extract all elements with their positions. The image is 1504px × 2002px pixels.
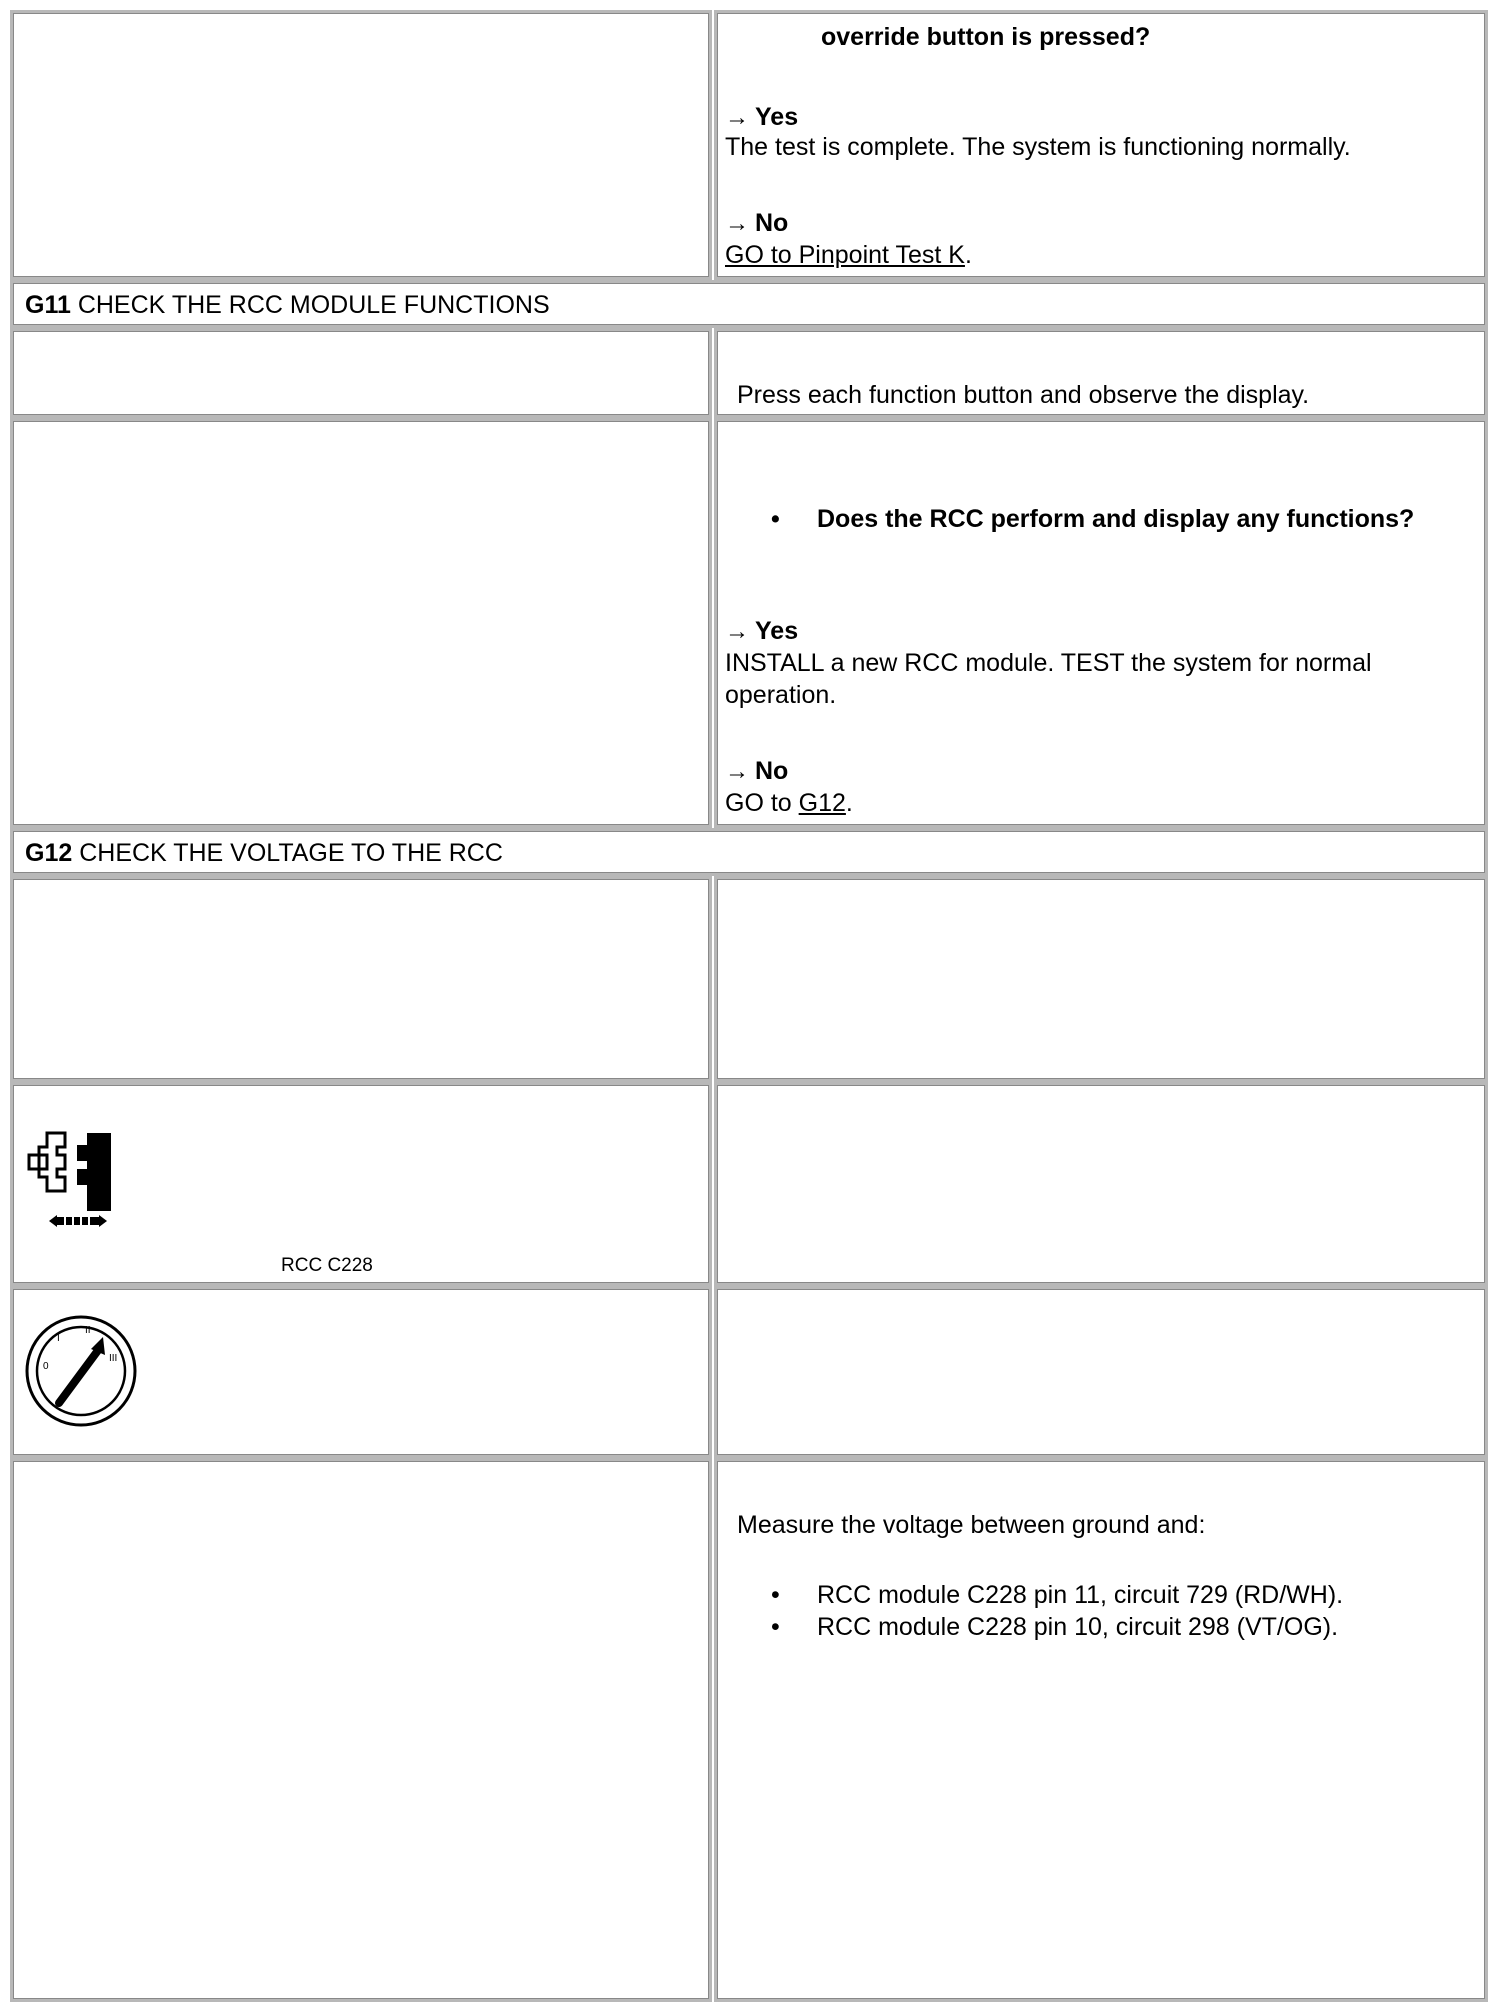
table-cell: [714, 1082, 1488, 1286]
table-cell: [10, 1082, 712, 1286]
arrow-right-icon: →: [725, 618, 749, 645]
yes-action-text: The test is complete. The system is functioning normally.: [725, 133, 1351, 161]
table-cell: [10, 1286, 712, 1458]
step-code: G12: [25, 839, 73, 867]
connector-disconnect-icon: [21, 1125, 131, 1235]
diagnostic-table: [10, 10, 1488, 2002]
arrow-right-icon: →: [725, 104, 749, 131]
svg-text:II: II: [85, 1325, 91, 1336]
ignition-switch-icon: [21, 1311, 141, 1431]
step-title: CHECK THE RCC MODULE FUNCTIONS: [77, 291, 550, 319]
no-action: GO to Pinpoint Test K.: [725, 241, 972, 269]
pinpoint-test-k-link[interactable]: GO to Pinpoint Test K: [725, 241, 965, 269]
yes-action-text: INSTALL a new RCC module. TEST the system for normal operation.: [725, 649, 1372, 709]
question-bullet: • Does the RCC perform and display any functions?: [771, 505, 1415, 533]
table-row: [10, 418, 1488, 828]
instruction-text: Press each function button and observe the display.: [737, 381, 1310, 409]
instruction-text: Measure the voltage between ground and:: [737, 1511, 1206, 1539]
bullet-icon: •: [771, 1613, 780, 1641]
step-heading: [10, 828, 1488, 876]
arrow-right-icon: →: [725, 758, 749, 785]
table-cell: [10, 10, 712, 280]
step-heading-row: [10, 280, 1488, 328]
no-label: No: [755, 209, 789, 237]
table-cell: [714, 1286, 1488, 1458]
no-answer: [725, 207, 788, 240]
list-item: • RCC module C228 pin 10, circuit 298 (VT/OG).: [771, 1613, 1339, 1641]
step-heading-row: [10, 828, 1488, 876]
table-row: [10, 876, 1488, 1082]
no-action: GO to G12.: [725, 789, 853, 817]
step-heading: [10, 280, 1488, 328]
g12-link[interactable]: G12: [798, 789, 846, 817]
table-cell: [714, 1458, 1488, 2002]
table-cell: [714, 10, 1488, 280]
bullet-icon: •: [771, 1581, 780, 1609]
no-answer: [725, 755, 788, 788]
table-row: [10, 10, 1488, 280]
table-cell: [714, 328, 1488, 418]
yes-label: Yes: [755, 617, 799, 645]
svg-text:0: 0: [43, 1361, 49, 1372]
table-cell: [10, 1458, 712, 2002]
yes-answer: [725, 101, 798, 134]
step-title: CHECK THE VOLTAGE TO THE RCC: [79, 839, 503, 867]
table-row: [10, 1458, 1488, 2002]
table-row: [10, 328, 1488, 418]
table-cell: [10, 328, 712, 418]
svg-text:III: III: [109, 1353, 118, 1364]
list-item: • RCC module C228 pin 11, circuit 729 (RD/WH).: [771, 1581, 1344, 1609]
table-cell: [10, 876, 712, 1082]
yes-answer: [725, 615, 798, 648]
table-row: [10, 1286, 1488, 1458]
table-cell: [714, 418, 1488, 828]
yes-label: Yes: [755, 103, 799, 131]
step-code: G11: [25, 291, 71, 319]
table-cell: [10, 418, 712, 828]
bullet-icon: •: [771, 505, 780, 533]
arrow-right-icon: →: [725, 210, 749, 237]
table-cell: [714, 876, 1488, 1082]
svg-text:I: I: [57, 1333, 60, 1344]
connector-caption: RCC C228: [281, 1255, 373, 1276]
question-text: override button is pressed?: [821, 23, 1151, 51]
no-label: No: [755, 757, 789, 785]
table-row: [10, 1082, 1488, 1286]
